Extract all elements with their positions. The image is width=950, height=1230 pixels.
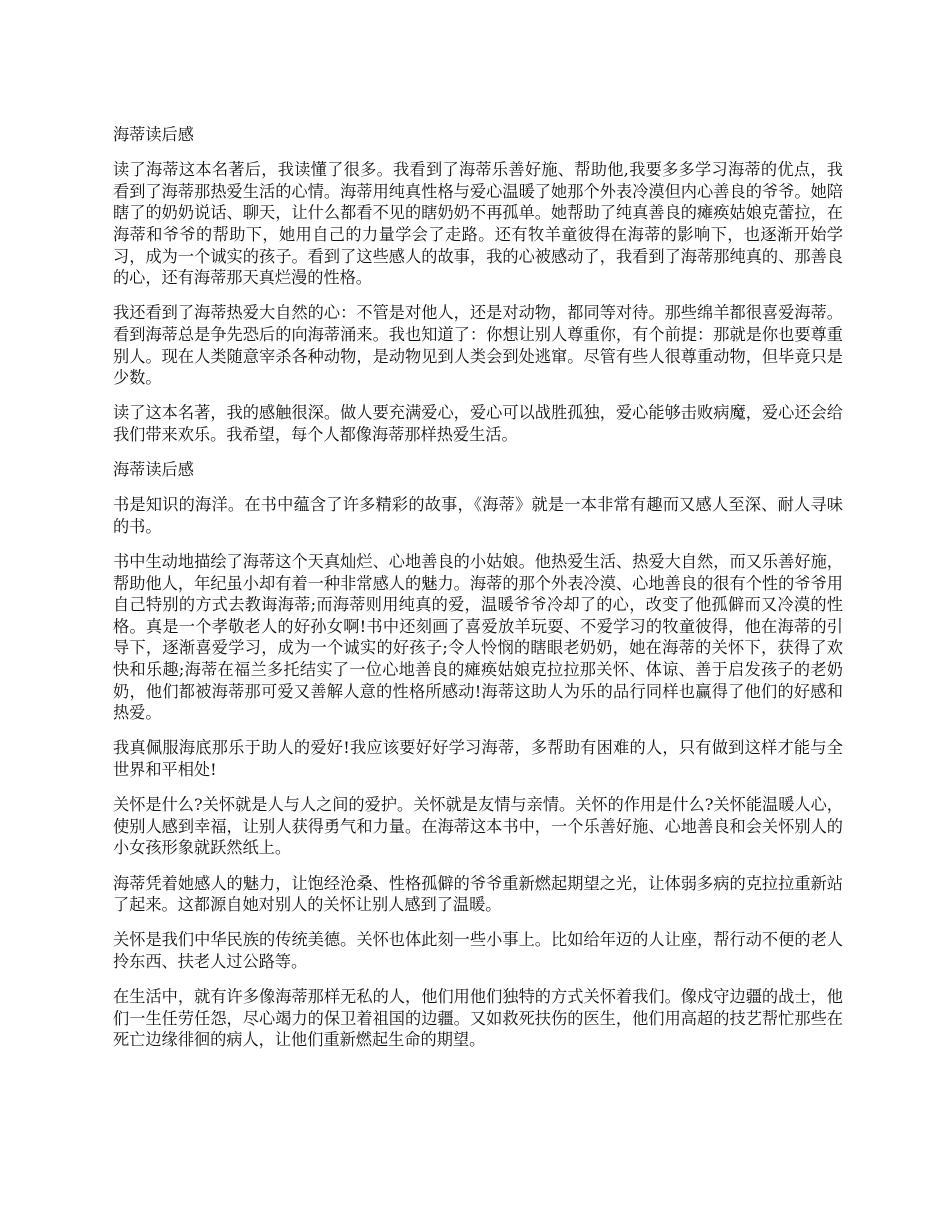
essay-title: 海蒂读后感 — [113, 125, 194, 144]
paragraph: 海蒂凭着她感人的魅力，让饱经沧桑、性格孤僻的爷爷重新燃起期望之光，让体弱多病的克拉拉重新站了起来。这都源自她对别人的关怀让别人感到了温暖。 — [113, 873, 843, 915]
document-page — [113, 124, 843, 1065]
essay-title: 海蒂读后感 — [113, 460, 194, 480]
paragraph: 书中生动地描绘了海蒂这个天真灿烂、心地善良的小姑娘。他热爱生活、热爱大自然，而又乐善好施，帮助他人，年纪虽小却有着一种非常感人的魅力。海蒂的那个外表冷漠、心地善良的很有个性的爷爷用自己特别的方式去教诲海蒂;而海蒂则用纯真的爱，温暖爷爷冷却了的心，改变了他孤僻而又冷漠的性格。真是一个孝敬老人的好孙女啊!书中还刻画了喜爱放羊玩耍、不爱学习的牧童彼得，他在海蒂的引导下，逐渐喜爱学习，成为一个诚实的好孩子;令人怜悯的瞎眼老奶奶，她在海蒂的关怀下，获得了欢快和乐趣;海蒂在福兰多托结实了一位心地善良的瘫痪姑娘克拉拉那关怀、体谅、善于启发孩子的老奶奶，他们都被海蒂那可爱又善解人意的性格所感动!海蒂这助人为乐的品行同样也赢得了他们的好感和热爱。 — [113, 552, 843, 723]
paragraph: 在生活中，就有许多像海蒂那样无私的人，他们用他们独特的方式关怀着我们。像戍守边疆的战士，他们一生任劳任怨，尽心竭力的保卫着祖国的边疆。又如救死扶伤的医生，他们用高超的技艺帮忙那些在死亡边缘徘徊的病人，让他们重新燃起生命的期望。 — [113, 987, 843, 1050]
paragraph: 关怀是我们中华民族的传统美德。关怀也体此刻一些小事上。比如给年迈的人让座，帮行动不便的老人拎东西、扶老人过公路等。 — [113, 930, 843, 971]
paragraph: 我真佩服海底那乐于助人的爱好!我应该要好好学习海蒂，多帮助有困难的人，只有做到这样才能与全世界和平相处! — [113, 738, 843, 779]
paragraph: 书是知识的海洋。在书中蕴含了许多精彩的故事，《海蒂》就是一本非常有趣而又感人至深、耐人寻味的书。 — [113, 495, 843, 536]
paragraph: 我还看到了海蒂热爱大自然的心：不管是对他人，还是对动物，都同等对待。那些绵羊都很喜爱海蒂。看到海蒂总是争先恐后的向海蒂涌来。我也知道了：你想让别人尊重你，有个前提：那就是你也要尊重别人。现在人类随意宰杀各种动物，是动物见到人类会到处逃窜。尽管有些人很尊重动物，但毕竟只是少数。 — [113, 303, 843, 388]
paragraph: 关怀是什么?关怀就是人与人之间的爱护。关怀就是友情与亲情。关怀的作用是什么?关怀能温暖人心，使别人感到幸福，让别人获得勇气和力量。在海蒂这本书中，一个乐善好施、心地善良和会关怀别人的小女孩形象就跃然纸上。 — [113, 795, 843, 858]
paragraph: 读了海蒂这本名著后，我读懂了很多。我看到了海蒂乐善好施、帮助他,我要多多学习海蒂的优点，我看到了海蒂那热爱生活的心情。海蒂用纯真性格与爱心温暖了她那个外表冷漠但内心善良的爷爷。她陪瞎了的奶奶说话、聊天，让什么都看不见的瞎奶奶不再孤单。她帮助了纯真善良的瘫痪姑娘克蕾拉，在海蒂和爷爷的帮助下，她用自己的力量学会了走路。还有牧羊童彼得在海蒂的影响下，也逐渐开始学习，成为一个诚实的孩子。看到了这些感人的故事，我的心被感动了，我看到了海蒂那纯真的、那善良的心，还有海蒂那天真烂漫的性格。 — [113, 160, 843, 288]
paragraph: 读了这本名著，我的感触很深。做人要充满爱心，爱心可以战胜孤独，爱心能够击败病魔，爱心还会给我们带来欢乐。我希望，每个人都像海蒂那样热爱生活。 — [113, 403, 843, 444]
